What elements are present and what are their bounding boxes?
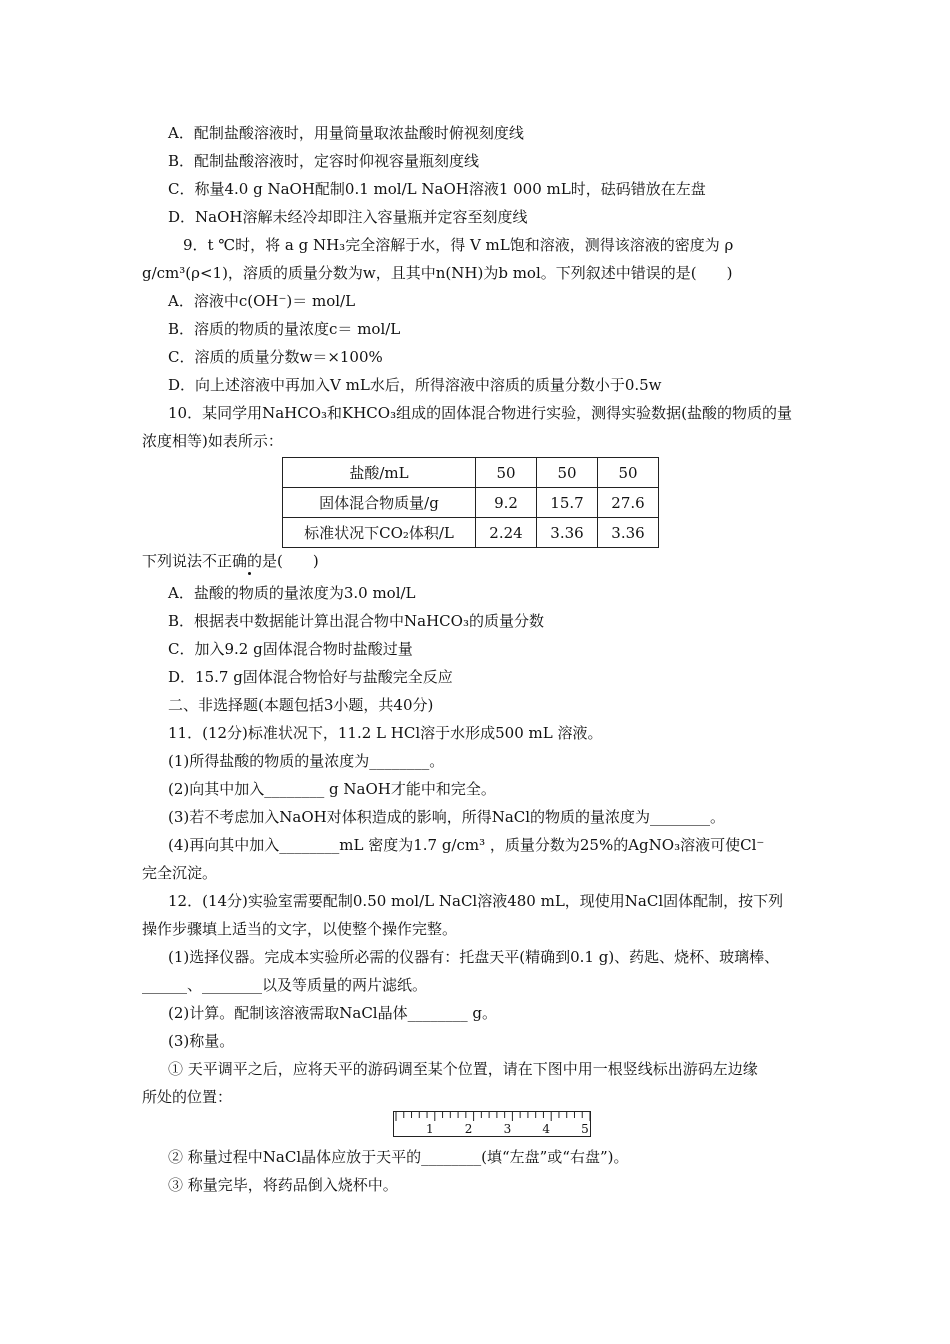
table-cell: 固体混合物质量/g xyxy=(283,488,476,518)
q11-part2: (2)向其中加入________ g NaOH才能中和完全。 xyxy=(168,780,496,798)
q10-option-b: B．根据表中数据能计算出混合物中NaHCO₃的质量分数 xyxy=(168,612,544,630)
table-cell: 50 xyxy=(598,458,659,488)
table-cell: 2.24 xyxy=(476,518,537,548)
table-row xyxy=(283,488,659,518)
table-cell: 盐酸/mL xyxy=(283,458,476,488)
q10-option-a: A．盐酸的物质的量浓度为3.0 mol/L xyxy=(168,584,416,602)
q9-option-c: C．溶质的质量分数w＝×100% xyxy=(168,348,383,366)
ruler-ticks xyxy=(394,1112,590,1136)
q12-step1-line1: ① 天平调平之后，应将天平的游码调至某个位置，请在下图中用一根竖线标出游码左边缘 xyxy=(168,1060,758,1078)
table-cell: 3.36 xyxy=(537,518,598,548)
table-cell: 27.6 xyxy=(598,488,659,518)
table-cell: 50 xyxy=(537,458,598,488)
q9-stem-line1: 9．t ℃时，将 a g NH₃完全溶解于水，得 V mL饱和溶液，测得该溶液的密度为 ρ xyxy=(183,236,734,254)
q9-option-b: B．溶质的物质的量浓度c＝ mol/L xyxy=(168,320,401,338)
q12-part1-line2: ______、________以及等质量的两片滤纸。 xyxy=(142,976,428,994)
q10-stem-line2: 浓度相等)如表所示： xyxy=(142,432,283,450)
table-cell: 标准状况下CO₂体积/L xyxy=(283,518,476,548)
q10-stem-line1: 10．某同学用NaHCO₃和KHCO₃组成的固体混合物进行实验，测得实验数据(盐酸的物质的量 xyxy=(168,404,792,422)
q11-part4-line2: 完全沉淀。 xyxy=(142,864,218,882)
q12-step2: ② 称量过程中NaCl晶体应放于天平的________(填“左盘”或“右盘”)。 xyxy=(168,1148,629,1166)
table-cell: 15.7 xyxy=(537,488,598,518)
q10-option-d: D．15.7 g固体混合物恰好与盐酸完全反应 xyxy=(168,668,453,686)
ruler-label: 5 xyxy=(581,1122,589,1136)
table-cell: 3.36 xyxy=(598,518,659,548)
table-row xyxy=(283,458,659,488)
ruler-label: 3 xyxy=(503,1122,512,1136)
q8-option-a: A．配制盐酸溶液时，用量筒量取浓盐酸时俯视刻度线 xyxy=(168,124,524,142)
emphasis-dot xyxy=(248,572,251,575)
ruler-label: 1 xyxy=(425,1122,434,1136)
q9-option-d: D．向上述溶液中再加入V mL水后，所得溶液中溶质的质量分数小于0.5w xyxy=(168,376,662,394)
q9-option-a: A．溶液中c(OH⁻)＝ mol/L xyxy=(168,292,356,310)
q12-part2: (2)计算。配制该溶液需取NaCl晶体________ g。 xyxy=(168,1004,497,1022)
table-cell: 50 xyxy=(476,458,537,488)
q12-step3: ③ 称量完毕，将药品倒入烧杯中。 xyxy=(168,1176,398,1194)
q12-part1-line1: (1)选择仪器。完成本实验所必需的仪器有：托盘天平(精确到0.1 g)、药匙、烧杯、玻璃棒、 xyxy=(168,948,780,966)
q10-data-table xyxy=(282,457,659,548)
q8-option-c: C．称量4.0 g NaOH配制0.1 mol/L NaOH溶液1 000 mL时，砝码错放在左盘 xyxy=(168,180,706,198)
q11-part4-line1: (4)再向其中加入________mL 密度为1.7 g/cm³ ，质量分数为25%的AgNO₃溶液可使Cl⁻ xyxy=(168,836,765,854)
table-row xyxy=(283,518,659,548)
q12-stem-line2: 操作步骤填上适当的文字，以使整个操作完整。 xyxy=(142,920,458,938)
q12-part3: (3)称量。 xyxy=(168,1032,235,1050)
ruler-label: 4 xyxy=(542,1122,551,1136)
table-cell: 9.2 xyxy=(476,488,537,518)
q12-step1-line2: 所处的位置： xyxy=(142,1088,233,1106)
section-heading: 二、非选择题(本题包括3小题，共40分) xyxy=(168,696,434,714)
balance-ruler[interactable] xyxy=(393,1111,591,1137)
q12-stem-line1: 12．(14分)实验室需要配制0.50 mol/L NaCl溶液480 mL，现使用NaCl固体配制，按下列 xyxy=(168,892,784,910)
q11-stem: 11．(12分)标准状况下，11.2 L HCl溶于水形成500 mL 溶液。 xyxy=(168,724,603,742)
q8-option-d: D．NaOH溶解未经冷却即注入容量瓶并定容至刻度线 xyxy=(168,208,528,226)
ruler-label: 2 xyxy=(464,1122,473,1136)
q11-part1: (1)所得盐酸的物质的量浓度为________。 xyxy=(168,752,445,770)
q8-option-b: B．配制盐酸溶液时，定容时仰视容量瓶刻度线 xyxy=(168,152,480,170)
q9-stem-line2: g/cm³(ρ<1)，溶质的质量分数为w，且其中n(NH)为b mol。下列叙述中错误的是( ) xyxy=(142,264,733,282)
q11-part3: (3)若不考虑加入NaOH对体积造成的影响，所得NaCl的物质的量浓度为________。 xyxy=(168,808,726,826)
q10-option-c: C．加入9.2 g固体混合物时盐酸过量 xyxy=(168,640,413,658)
q10-question-stem: 下列说法不正确的是( ) xyxy=(142,552,319,570)
